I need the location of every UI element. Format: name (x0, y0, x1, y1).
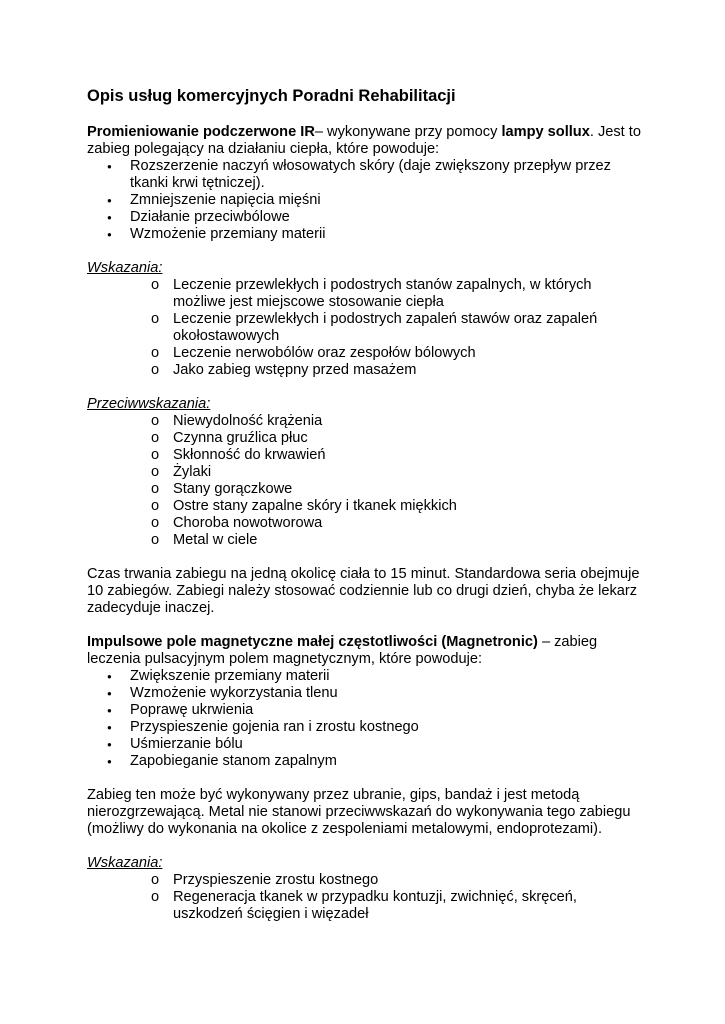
magnetronic-name: Impulsowe pole magnetyczne małej częstotliwości (Magnetronic) (87, 634, 538, 650)
list-item: ● Poprawę ukrwienia (87, 702, 647, 719)
ir-name: Promieniowanie podczerwone IR (87, 124, 315, 140)
ir-indications-list (87, 277, 647, 379)
list-item: o Skłonność do krwawień (87, 447, 647, 464)
ir-desc1: – wykonywane przy pomocy (314, 124, 502, 140)
list-item: ● Wzmożenie wykorzystania tlenu (87, 685, 647, 702)
list-item: o Ostre stany zapalne skóry i tkanek miękkich (87, 498, 647, 515)
ir-intro (87, 124, 647, 158)
list-item: ● Zapobieganie stanom zapalnym (87, 753, 647, 770)
list-item: o Regeneracja tkanek w przypadku kontuzji, zwichnięć, skręceń, uszkodzeń ścięgien i więzadeł (87, 889, 647, 923)
ir-contra-heading: Przeciwwskazania: (87, 396, 211, 412)
magnetronic-effects-list (87, 668, 647, 770)
magnetronic-indications-list (87, 872, 647, 923)
list-item: ● Rozszerzenie naczyń włosowatych skóry (daje zwiększony przepływ przez tkanki krwi tętniczej). (87, 158, 647, 192)
list-item: o Metal w ciele (87, 532, 647, 549)
ir-contra-list (87, 413, 647, 549)
list-item: o Choroba nowotworowa (87, 515, 647, 532)
list-item: o Leczenie przewlekłych i podostrych zapaleń stawów oraz zapaleń okołostawowych (87, 311, 647, 345)
list-item: o Niewydolność krążenia (87, 413, 647, 430)
ir-device: lampy sollux (501, 124, 590, 140)
list-item: o Czynna gruźlica płuc (87, 430, 647, 447)
ir-effects-list (87, 158, 647, 243)
page-title: Opis usług komercyjnych Poradni Rehabilitacji (87, 87, 456, 105)
list-item: o Leczenie nerwobólów oraz zespołów bólowych (87, 345, 647, 362)
list-item: ● Zmniejszenie napięcia mięśni (87, 192, 647, 209)
list-item: o Stany gorączkowe (87, 481, 647, 498)
list-item: ● Działanie przeciwbólowe (87, 209, 647, 226)
magnetronic-desc: – zabieg leczenia pulsacyjnym polem magnetycznym, które powoduje: (87, 634, 598, 667)
list-item: o Jako zabieg wstępny przed masażem (87, 362, 647, 379)
list-item: ● Wzmożenie przemiany materii (87, 226, 647, 243)
list-item: o Żylaki (87, 464, 647, 481)
ir-indications-heading: Wskazania: (87, 260, 163, 276)
list-item: ● Przyspieszenie gojenia ran i zrostu kostnego (87, 719, 647, 736)
magnetronic-indications-heading: Wskazania: (87, 855, 163, 871)
list-item: o Przyspieszenie zrostu kostnego (87, 872, 647, 889)
magnetronic-intro (87, 634, 647, 668)
list-item: ● Uśmierzanie bólu (87, 736, 647, 753)
document-page (87, 86, 647, 923)
ir-duration: Czas trwania zabiegu na jedną okolicę ciała to 15 minut. Standardowa seria obejmuje 10 zabiegów. Zabiegi należy stosować codziennie lub co drugi dzień, chyba że lekarz zadecyduje inaczej. (87, 566, 640, 616)
list-item: o Leczenie przewlekłych i podostrych stanów zapalnych, w których możliwe jest miejscowe stosowanie ciepła (87, 277, 647, 311)
list-item: ● Zwiększenie przemiany materii (87, 668, 647, 685)
ir-desc2: . Jest to zabieg polegający na działaniu ciepła, które powoduje: (87, 124, 641, 157)
magnetronic-note: Zabieg ten może być wykonywany przez ubranie, gips, bandaż i jest metodą nierozgrzewającą. Metal nie stanowi przeciwwskazań do wykonywania tego zabiegu (możliwy do wykonania na okolice z zespoleniami metalowymi, endoprotezami). (87, 787, 631, 837)
